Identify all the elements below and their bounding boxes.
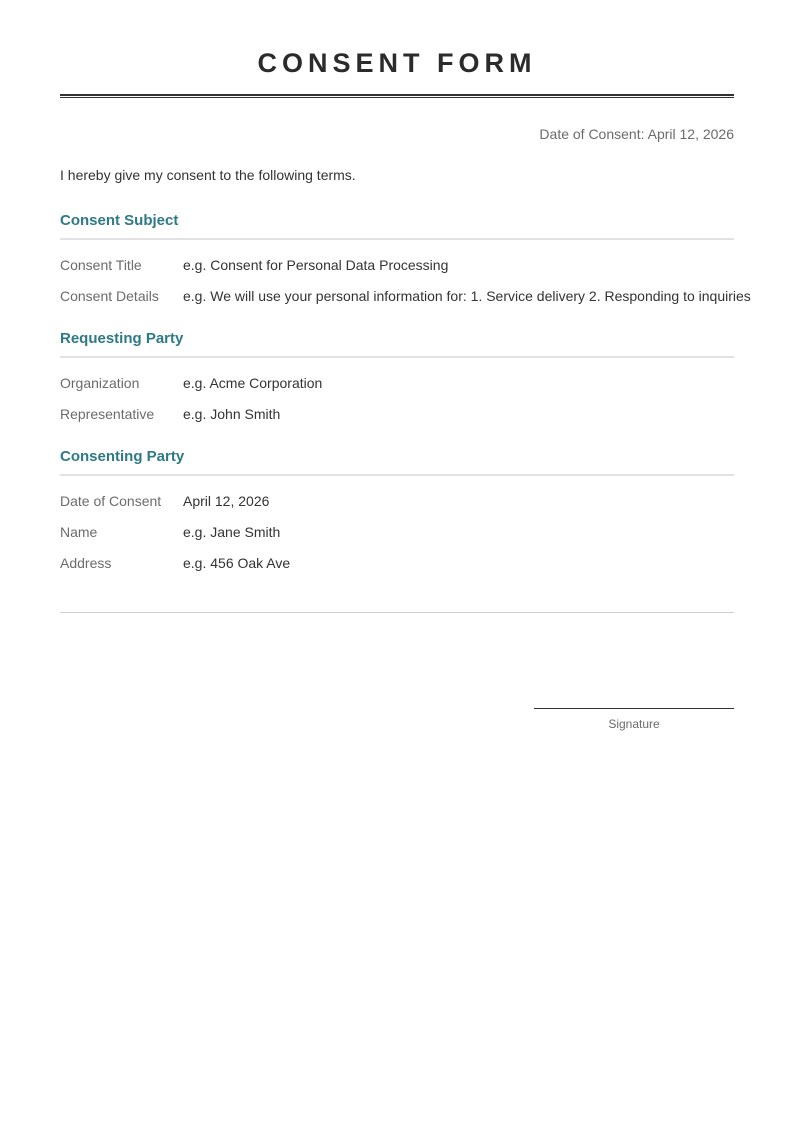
field-value: e.g. We will use your personal information for: 1. Service delivery 2. Responding to inquiries [183, 288, 751, 304]
section-requesting-party [60, 329, 734, 436]
section-heading: Consenting Party [60, 447, 734, 476]
field-value: April 12, 2026 [183, 493, 270, 509]
field-row-name [60, 523, 734, 554]
field-label: Consent Details [60, 288, 159, 304]
intro-statement: I hereby give my consent to the following terms. [60, 167, 356, 183]
field-row-date-of-consent [60, 492, 734, 523]
field-value: e.g. Consent for Personal Data Processing [183, 257, 449, 273]
field-label: Name [60, 524, 98, 540]
section-heading: Requesting Party [60, 329, 734, 358]
field-label: Representative [60, 406, 155, 422]
field-row-address [60, 554, 734, 585]
signature-label: Signature [608, 717, 660, 731]
section-heading: Consent Subject [60, 211, 734, 240]
page-title: CONSENT FORM [257, 48, 537, 78]
section-consenting-party [60, 447, 734, 585]
section-consent-subject [60, 211, 751, 318]
field-row-organization [60, 374, 734, 405]
field-value: e.g. Jane Smith [183, 524, 281, 540]
field-row-consent-title [60, 256, 734, 287]
field-value: e.g. 456 Oak Ave [183, 555, 291, 571]
date-of-consent-line: Date of Consent: April 12, 2026 [539, 126, 734, 142]
field-label: Consent Title [60, 257, 142, 273]
field-label: Organization [60, 375, 140, 391]
field-label: Date of Consent [60, 493, 162, 509]
title-double-rule [60, 94, 734, 98]
field-value: e.g. John Smith [183, 406, 281, 422]
section-divider [60, 612, 734, 613]
signature-line [534, 708, 734, 709]
field-value: e.g. Acme Corporation [183, 375, 323, 391]
field-label: Address [60, 555, 112, 571]
field-row-representative [60, 405, 734, 436]
field-row-consent-details [60, 287, 751, 318]
